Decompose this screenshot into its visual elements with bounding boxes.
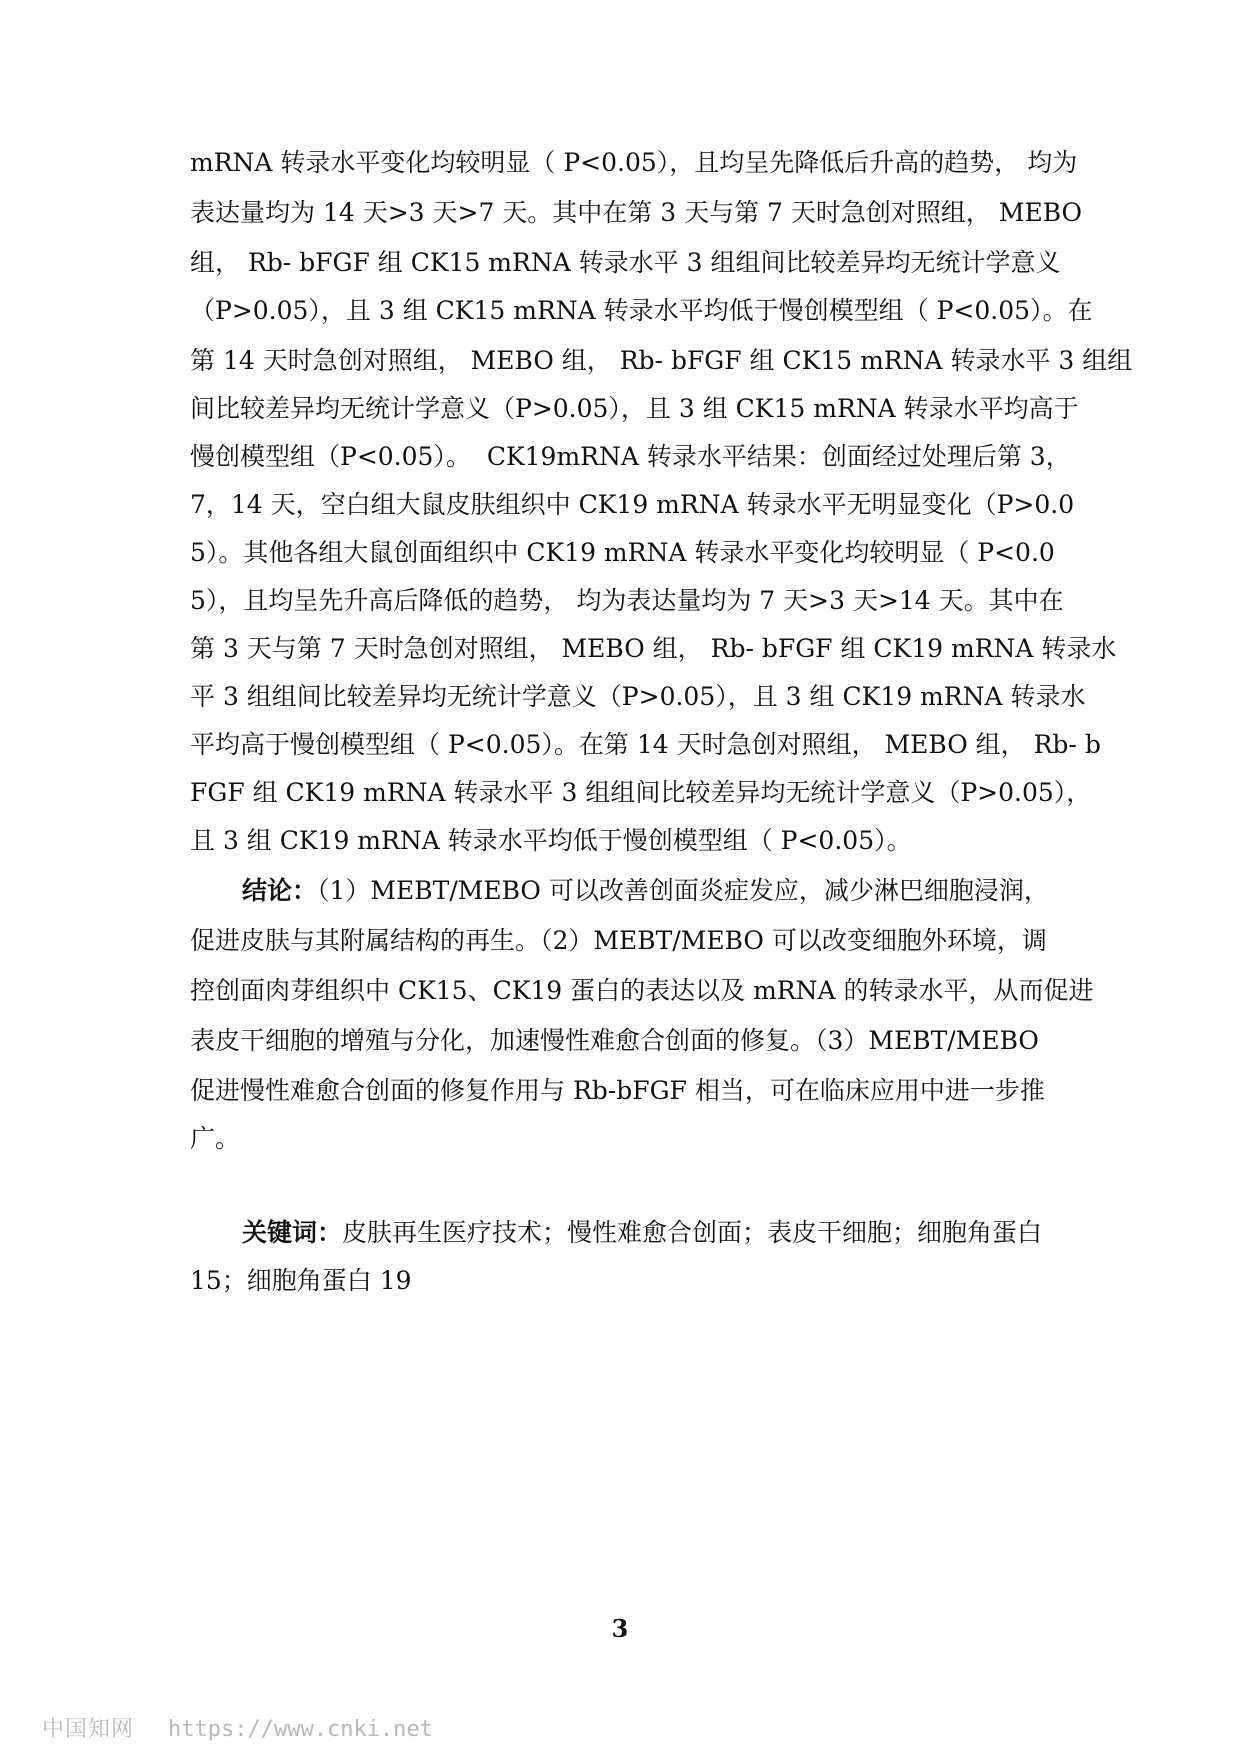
results-line-3: 组， Rb- bFGF 组 CK15 mRNA 转录水平 3 组组间比较差异均无统计学意义: [190, 248, 1061, 277]
results-line-4: （P>0.05），且 3 组 CK15 mRNA 转录水平均低于慢创模型组（ P<0.05）。在: [190, 296, 1093, 325]
page-number: 3: [611, 1614, 629, 1643]
conclusion-label: 结论：: [242, 876, 318, 905]
results-line-5: 第 14 天时急创对照组， MEBO 组， Rb- bFGF 组 CK15 mRNA 转录水平 3 组组: [190, 346, 1133, 375]
results-line-1: mRNA 转录水平变化均较明显（ P<0.05），且均呈先降低后升高的趋势， 均为: [190, 148, 1078, 177]
footer-watermark: [42, 1712, 433, 1743]
conclusion-line-5: 促进慢性难愈合创面的修复作用与 Rb-bFGF 相当，可在临床应用中进一步推: [190, 1076, 1045, 1105]
conclusion-text-1: （1）MEBT/MEBO 可以改善创面炎症发应，减少淋巴细胞浸润，: [317, 876, 1049, 905]
results-line-7: 慢创模型组（P<0.05）。 CK19mRNA 转录水平结果：创面经过处理后第 3，: [190, 442, 1071, 471]
results-line-13: 平均高于慢创模型组（ P<0.05）。在第 14 天时急创对照组， MEBO 组， Rb- b: [190, 730, 1101, 759]
results-line-6: 间比较差异均无统计学意义（P>0.05），且 3 组 CK15 mRNA 转录水平均高于: [190, 394, 1079, 423]
conclusion-line-3: 控创面肉芽组织中 CK15、CK19 蛋白的表达以及 mRNA 的转录水平，从而促进: [190, 976, 1094, 1005]
results-line-8: 7，14 天，空白组大鼠皮肤组织中 CK19 mRNA 转录水平无明显变化（P>0.0: [190, 490, 1075, 519]
results-line-9: 5）。其他各组大鼠创面组织中 CK19 mRNA 转录水平变化均较明显（ P<0.0: [190, 538, 1055, 567]
results-line-10: 5），且均呈先升高后降低的趋势， 均为表达量均为 7 天>3 天>14 天。其中在: [190, 586, 1064, 615]
results-line-15: 且 3 组 CK19 mRNA 转录水平均低于慢创模型组（ P<0.05）。: [190, 826, 912, 855]
results-line-2: 表达量均为 14 天>3 天>7 天。其中在第 3 天与第 7 天时急创对照组， MEBO: [190, 198, 1083, 227]
keywords-text-1: 皮肤再生医疗技术；慢性难愈合创面；表皮干细胞；细胞角蛋白: [342, 1218, 1043, 1247]
results-line-14: FGF 组 CK19 mRNA 转录水平 3 组组间比较差异均无统计学意义（P>0.05），: [190, 778, 1092, 807]
results-line-11: 第 3 天与第 7 天时急创对照组， MEBO 组， Rb- bFGF 组 CK19 mRNA 转录水: [190, 634, 1117, 663]
conclusion-line-2: 促进皮肤与其附属结构的再生。（2）MEBT/MEBO 可以改变细胞外环境，调: [190, 926, 1047, 955]
footer-brand: 中国知网: [42, 1717, 135, 1742]
keywords-label: 关键词：: [242, 1218, 343, 1247]
conclusion-line-6: 广。: [190, 1124, 241, 1153]
keywords-line-2: 15；细胞角蛋白 19: [190, 1266, 412, 1295]
conclusion-line-1: [242, 876, 1240, 906]
footer-url[interactable]: https://www.cnki.net: [168, 1717, 433, 1742]
results-line-12: 平 3 组组间比较差异均无统计学意义（P>0.05），且 3 组 CK19 mRNA 转录水: [190, 682, 1086, 711]
keywords-line-1: [242, 1218, 1240, 1248]
conclusion-line-4: 表皮干细胞的增殖与分化，加速慢性难愈合创面的修复。（3）MEBT/MEBO: [190, 1026, 1039, 1055]
